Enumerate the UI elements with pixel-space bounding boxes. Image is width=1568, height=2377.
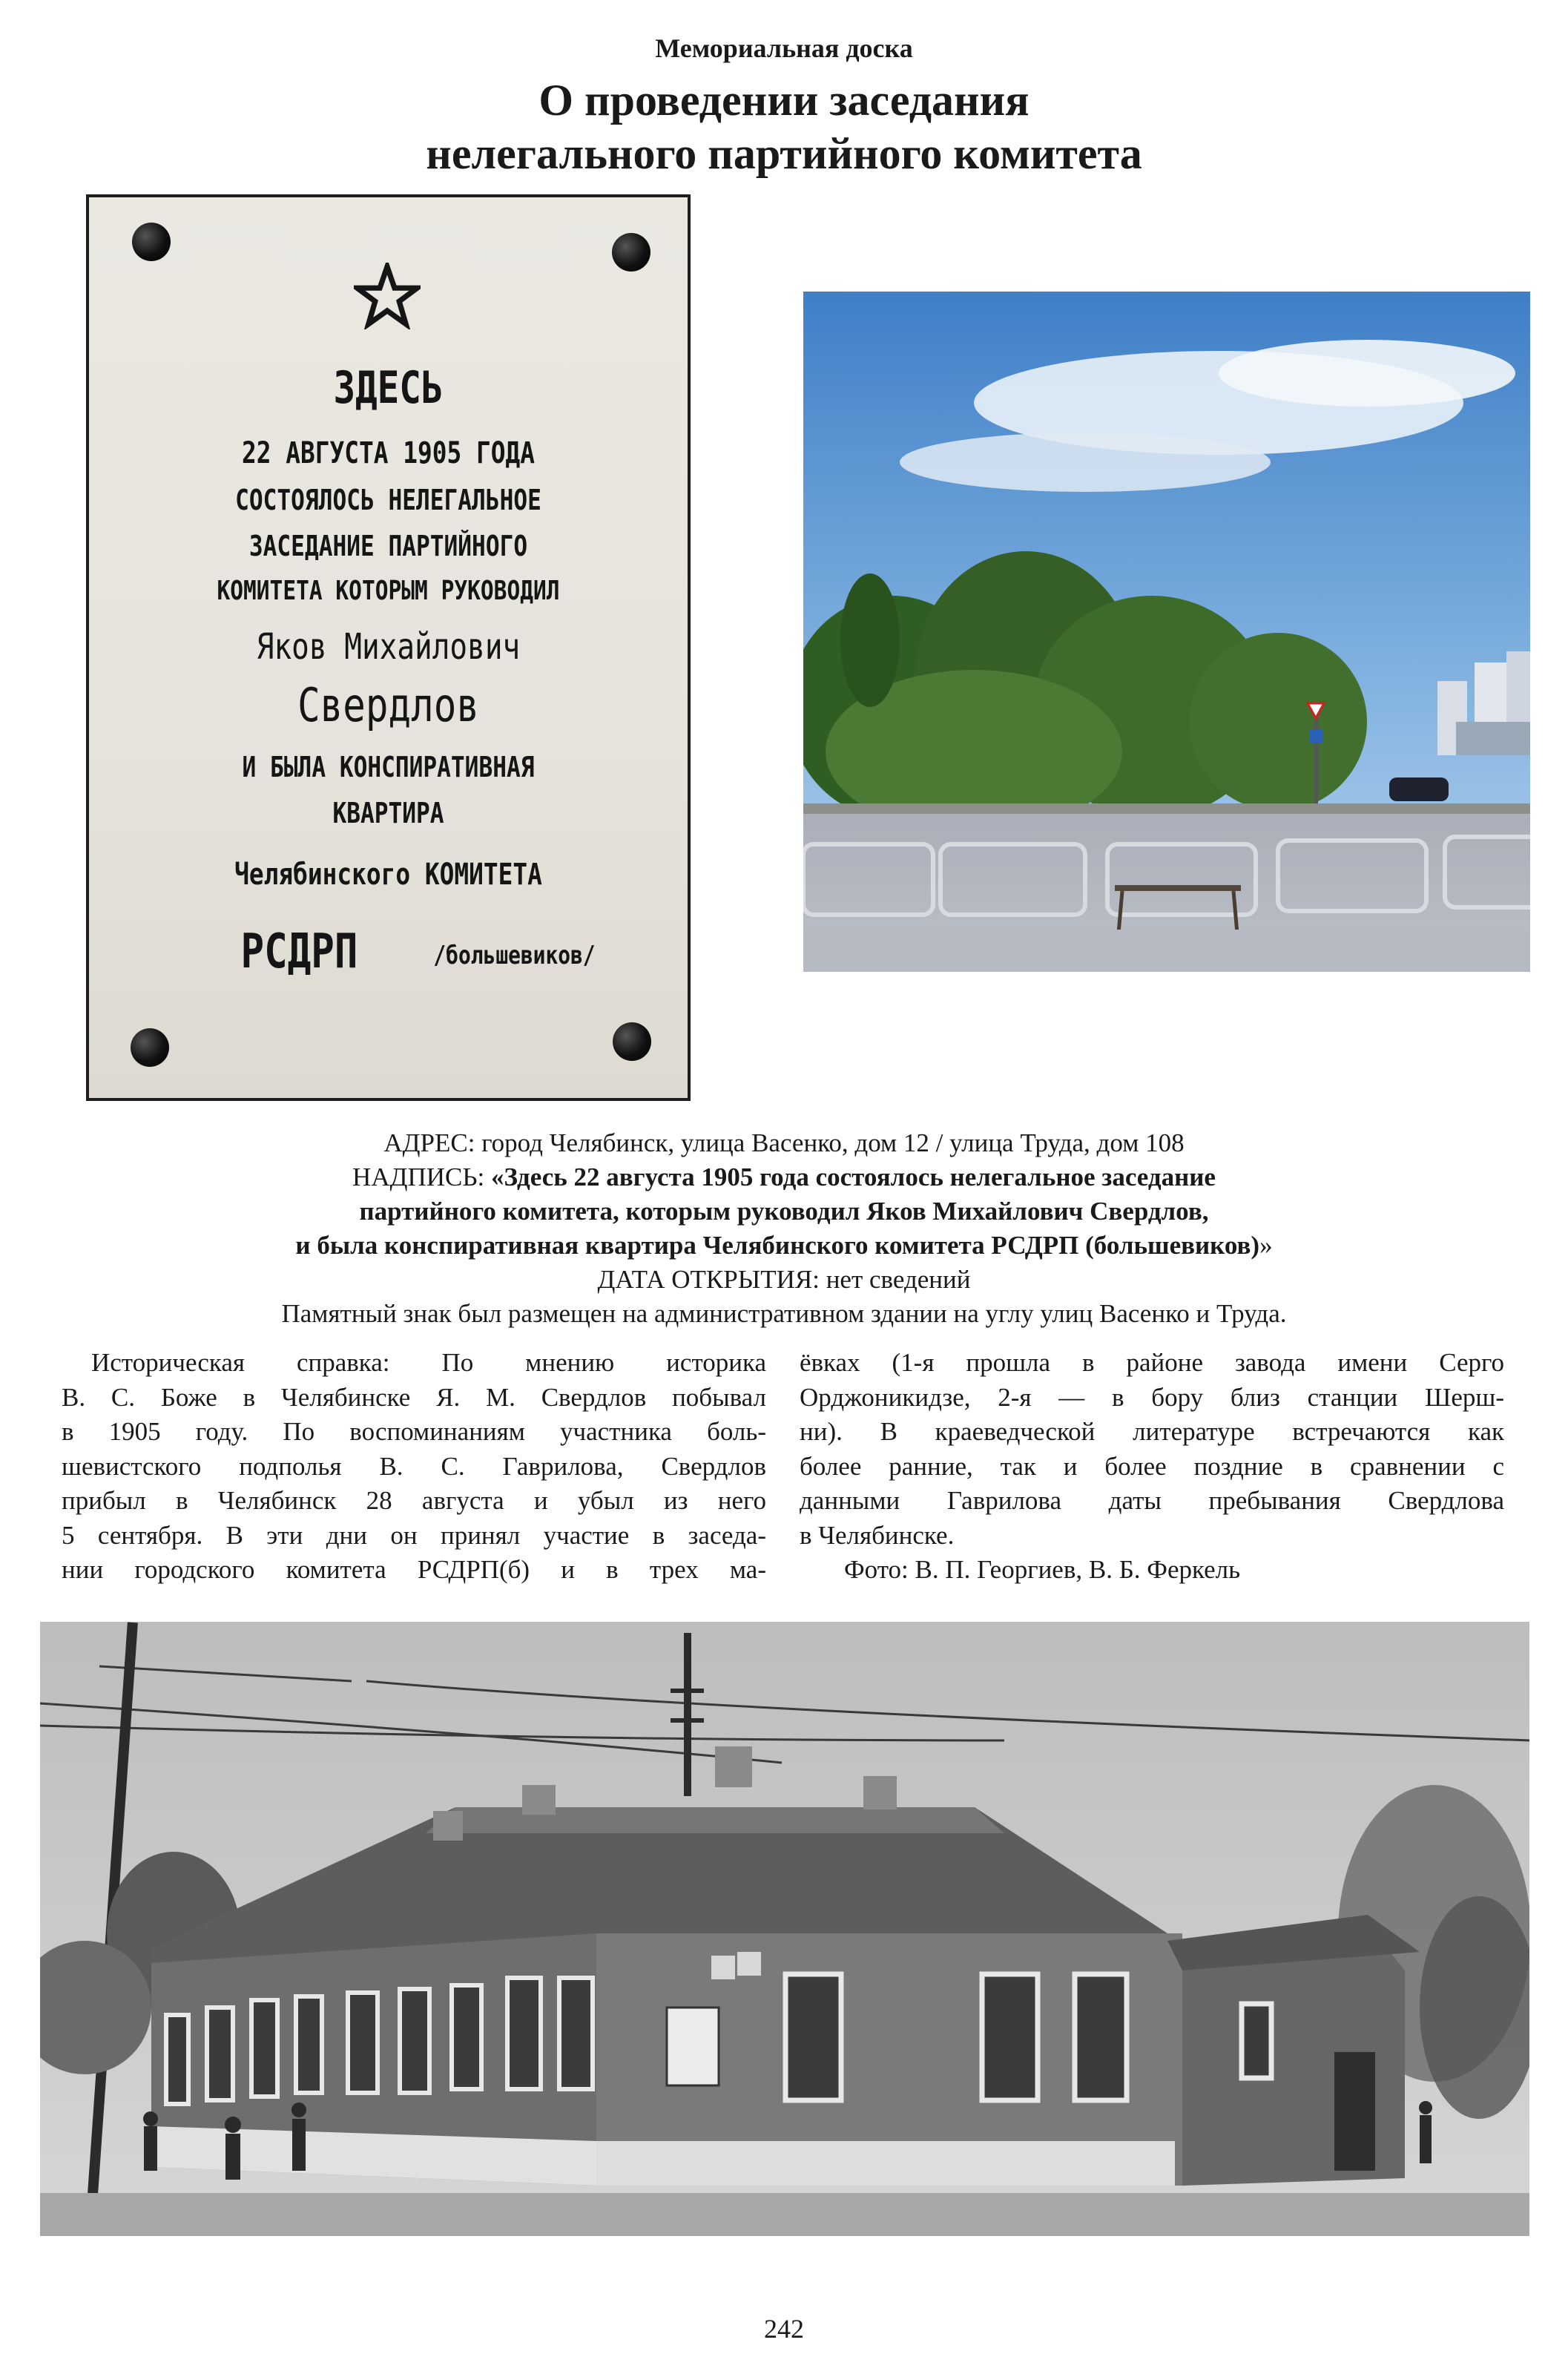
inscription-line-1 <box>0 1160 1568 1194</box>
inscription-close-quote: » <box>1259 1231 1273 1260</box>
plaque-line: СОСТОЯЛОСЬ НЕЛЕГАЛЬНОЕ <box>235 484 541 516</box>
plaque-line: КВАРТИРА <box>332 797 444 829</box>
inscription-text: и была конспиративная квартира Челябинского комитета РСДРП (большевиков) <box>295 1231 1260 1260</box>
star-icon <box>354 263 421 329</box>
text-line: ёвках (1-я прошла в районе завода имени Серго <box>800 1348 1504 1377</box>
bolt-icon <box>612 233 650 272</box>
street-scene-image <box>803 292 1530 972</box>
address-value: город Челябинск, улица Васенко, дом 12 / улица Труда, дом 108 <box>475 1128 1185 1157</box>
page-title-line-2: нелегального партийного комитета <box>426 129 1142 178</box>
text-line: нии городского комитета РСДРП(б) и в трех ма- <box>62 1555 766 1584</box>
inscription-line-3 <box>0 1229 1568 1263</box>
historic-house-image <box>40 1622 1529 2236</box>
plaque-line: Челябинского КОМИТЕТА <box>234 858 542 892</box>
plaque-photo <box>86 194 691 1101</box>
text-line: Историческая справка: По мнению историка <box>91 1348 766 1377</box>
plaque-line: Яков Михайлович <box>256 626 521 668</box>
plaque-line: Свердлов <box>297 678 479 732</box>
inscription-text: «Здесь 22 августа 1905 года состоялось нелегальное заседание <box>484 1163 1216 1191</box>
text-line: прибыл в Челябинск 28 августа и убыл из него <box>62 1486 766 1515</box>
text-line: данными Гаврилова даты пребывания Свердлова <box>800 1486 1504 1515</box>
opening-value: нет сведений <box>819 1265 971 1294</box>
plaque-line: И БЫЛА КОНСПИРАТИВНАЯ <box>242 751 535 783</box>
text-line: более ранние, так и более поздние в сравнении с <box>800 1451 1504 1481</box>
bolt-icon <box>132 223 171 261</box>
placement-note: Памятный знак был размещен на административном здании на углу улиц Васенко и Труда. <box>281 1299 1287 1328</box>
inscription-label: НАДПИСЬ: <box>352 1163 485 1191</box>
text-line: ни). В краеведческой литературе встречаются как <box>800 1417 1504 1446</box>
history-column-left <box>62 1346 766 1588</box>
opening-date-line <box>0 1263 1568 1297</box>
text-line: шевистского подполья В. С. Гаврилова, Свердлов <box>62 1451 766 1481</box>
plaque-line: /большевиков/ <box>433 941 596 970</box>
text-line: в Челябинске. <box>800 1520 955 1550</box>
plaque-line: РСДРП <box>240 924 358 979</box>
inscription-line-2: партийного комитета, которым руководил Яков Михайлович Свердлов, <box>359 1197 1209 1226</box>
address-label: АДРЕС: <box>383 1128 475 1157</box>
photo-credit: Фото: В. П. Георгиев, В. Б. Феркель <box>844 1555 1241 1584</box>
page-number: 242 <box>764 2314 804 2344</box>
bolt-icon <box>613 1022 651 1061</box>
plaque-line: ЗДЕСЬ <box>333 362 444 414</box>
text-line: Орджоникидзе, 2-я — в бору близ станции Шерш- <box>800 1382 1504 1412</box>
text-line: В. С. Боже в Челябинске Я. М. Свердлов побывал <box>62 1382 766 1412</box>
page-title-line-1: О проведении заседания <box>538 76 1030 125</box>
bolt-icon <box>131 1028 169 1067</box>
opening-label: ДАТА ОТКРЫТИЯ: <box>597 1265 820 1294</box>
plaque-line: ЗАСЕДАНИЕ ПАРТИЙНОГО <box>248 530 528 562</box>
street-photo <box>803 292 1530 972</box>
plaque-line: КОМИТЕТА КОТОРЫМ РУКОВОДИЛ <box>217 576 560 606</box>
kicker: Мемориальная доска <box>655 33 913 63</box>
historic-house-photo <box>40 1622 1529 2236</box>
text-line: 5 сентября. В эти дни он принял участие в заседа- <box>62 1520 766 1550</box>
address-line <box>0 1126 1568 1160</box>
history-column-right <box>800 1346 1504 1588</box>
plaque-line: 22 АВГУСТА 1905 ГОДА <box>242 436 535 470</box>
text-line: в 1905 году. По воспоминаниям участника боль- <box>62 1417 766 1446</box>
